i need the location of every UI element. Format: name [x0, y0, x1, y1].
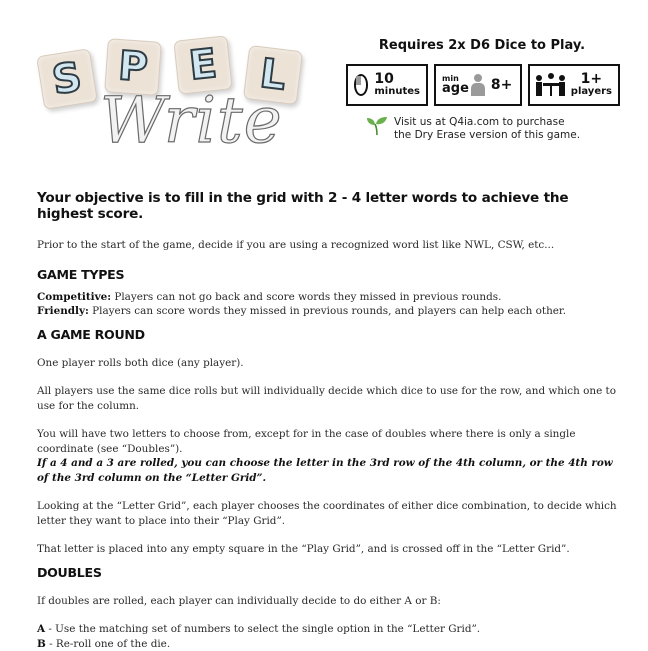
round-paragraph: You will have two letters to choose from, except for in the case of doubles where there is only a single coordinate (see “Doubles”).: [37, 427, 617, 456]
logo-script-word: Write: [100, 84, 283, 158]
play-time-value: 10: [374, 72, 420, 87]
option-a-text: - Use the matching set of numbers to select the single option in the “Letter Grid”.: [45, 623, 480, 635]
friendly-text: Players can score words they missed in previous rounds, and players can help each other.: [89, 305, 566, 317]
round-paragraph: All players use the same dice rolls but will individually decide which dice to use for the row, and which one to use for the column.: [37, 384, 617, 413]
purchase-notice: [366, 116, 580, 142]
min-age-label-bottom: age: [442, 83, 469, 95]
objective-heading: Your objective is to fill in the grid with 2 - 4 letter words to achieve the highest score.: [37, 190, 617, 222]
round-paragraph: That letter is placed into any empty square in the “Play Grid”, and is crossed off in the “Letter Grid”.: [37, 542, 617, 557]
play-time-box: [346, 64, 428, 106]
round-example: If a 4 and a 3 are rolled, you can choose the letter in the 3rd row of the 4th column, or the 4th row of the 3rd column on the “Letter Grid”.: [37, 456, 617, 485]
min-age-value: 8+: [491, 77, 512, 93]
spell-write-logo: [28, 28, 318, 158]
play-time-unit: minutes: [374, 87, 420, 98]
players-value: 1+: [581, 72, 602, 87]
doubles-option-b: [37, 637, 617, 651]
clock-icon: [354, 74, 368, 96]
friendly-label: Friendly:: [37, 305, 89, 317]
round-paragraph: One player rolls both dice (any player).: [37, 356, 617, 371]
option-b-text: - Re-roll one of the die.: [46, 638, 170, 650]
game-round-heading: A GAME ROUND: [37, 327, 617, 342]
competitive-paragraph: [37, 290, 617, 305]
doubles-option-a: [37, 622, 617, 637]
logo-tile: L: [243, 45, 303, 105]
group-table-icon: [536, 73, 565, 97]
leaf-icon: [366, 116, 388, 136]
visit-line-1: Visit us at Q4ia.com to purchase: [394, 116, 580, 129]
doubles-intro: If doubles are rolled, each player can individually decide to do either A or B:: [37, 594, 617, 609]
intro-text: Prior to the start of the game, decide if you are using a recognized word list like NWL, CSW, etc...: [37, 238, 617, 253]
game-types-heading: GAME TYPES: [37, 267, 617, 282]
doubles-heading: DOUBLES: [37, 565, 617, 580]
competitive-text: Players can not go back and score words they missed in previous rounds.: [111, 291, 501, 303]
game-info-boxes: [346, 64, 620, 106]
competitive-label: Competitive:: [37, 291, 111, 303]
players-box: [528, 64, 620, 106]
option-b-label: B: [37, 638, 46, 650]
min-age-box: [434, 64, 522, 106]
logo-tile: E: [173, 35, 232, 94]
requirements-text: Requires 2x D6 Dice to Play.: [348, 38, 616, 53]
players-unit: players: [571, 87, 612, 98]
logo-tile: P: [104, 38, 162, 96]
friendly-paragraph: [37, 304, 617, 319]
logo-tile: S: [36, 48, 98, 110]
person-icon: [471, 74, 485, 96]
min-age-label-top: min: [442, 75, 469, 83]
visit-line-2: the Dry Erase version of this game.: [394, 129, 580, 142]
option-a-label: A: [37, 623, 45, 635]
rules-content: [37, 190, 617, 651]
round-paragraph: Looking at the “Letter Grid”, each player chooses the coordinates of either dice combination, to decide which letter they want to place into their “Play Grid”.: [37, 499, 617, 528]
